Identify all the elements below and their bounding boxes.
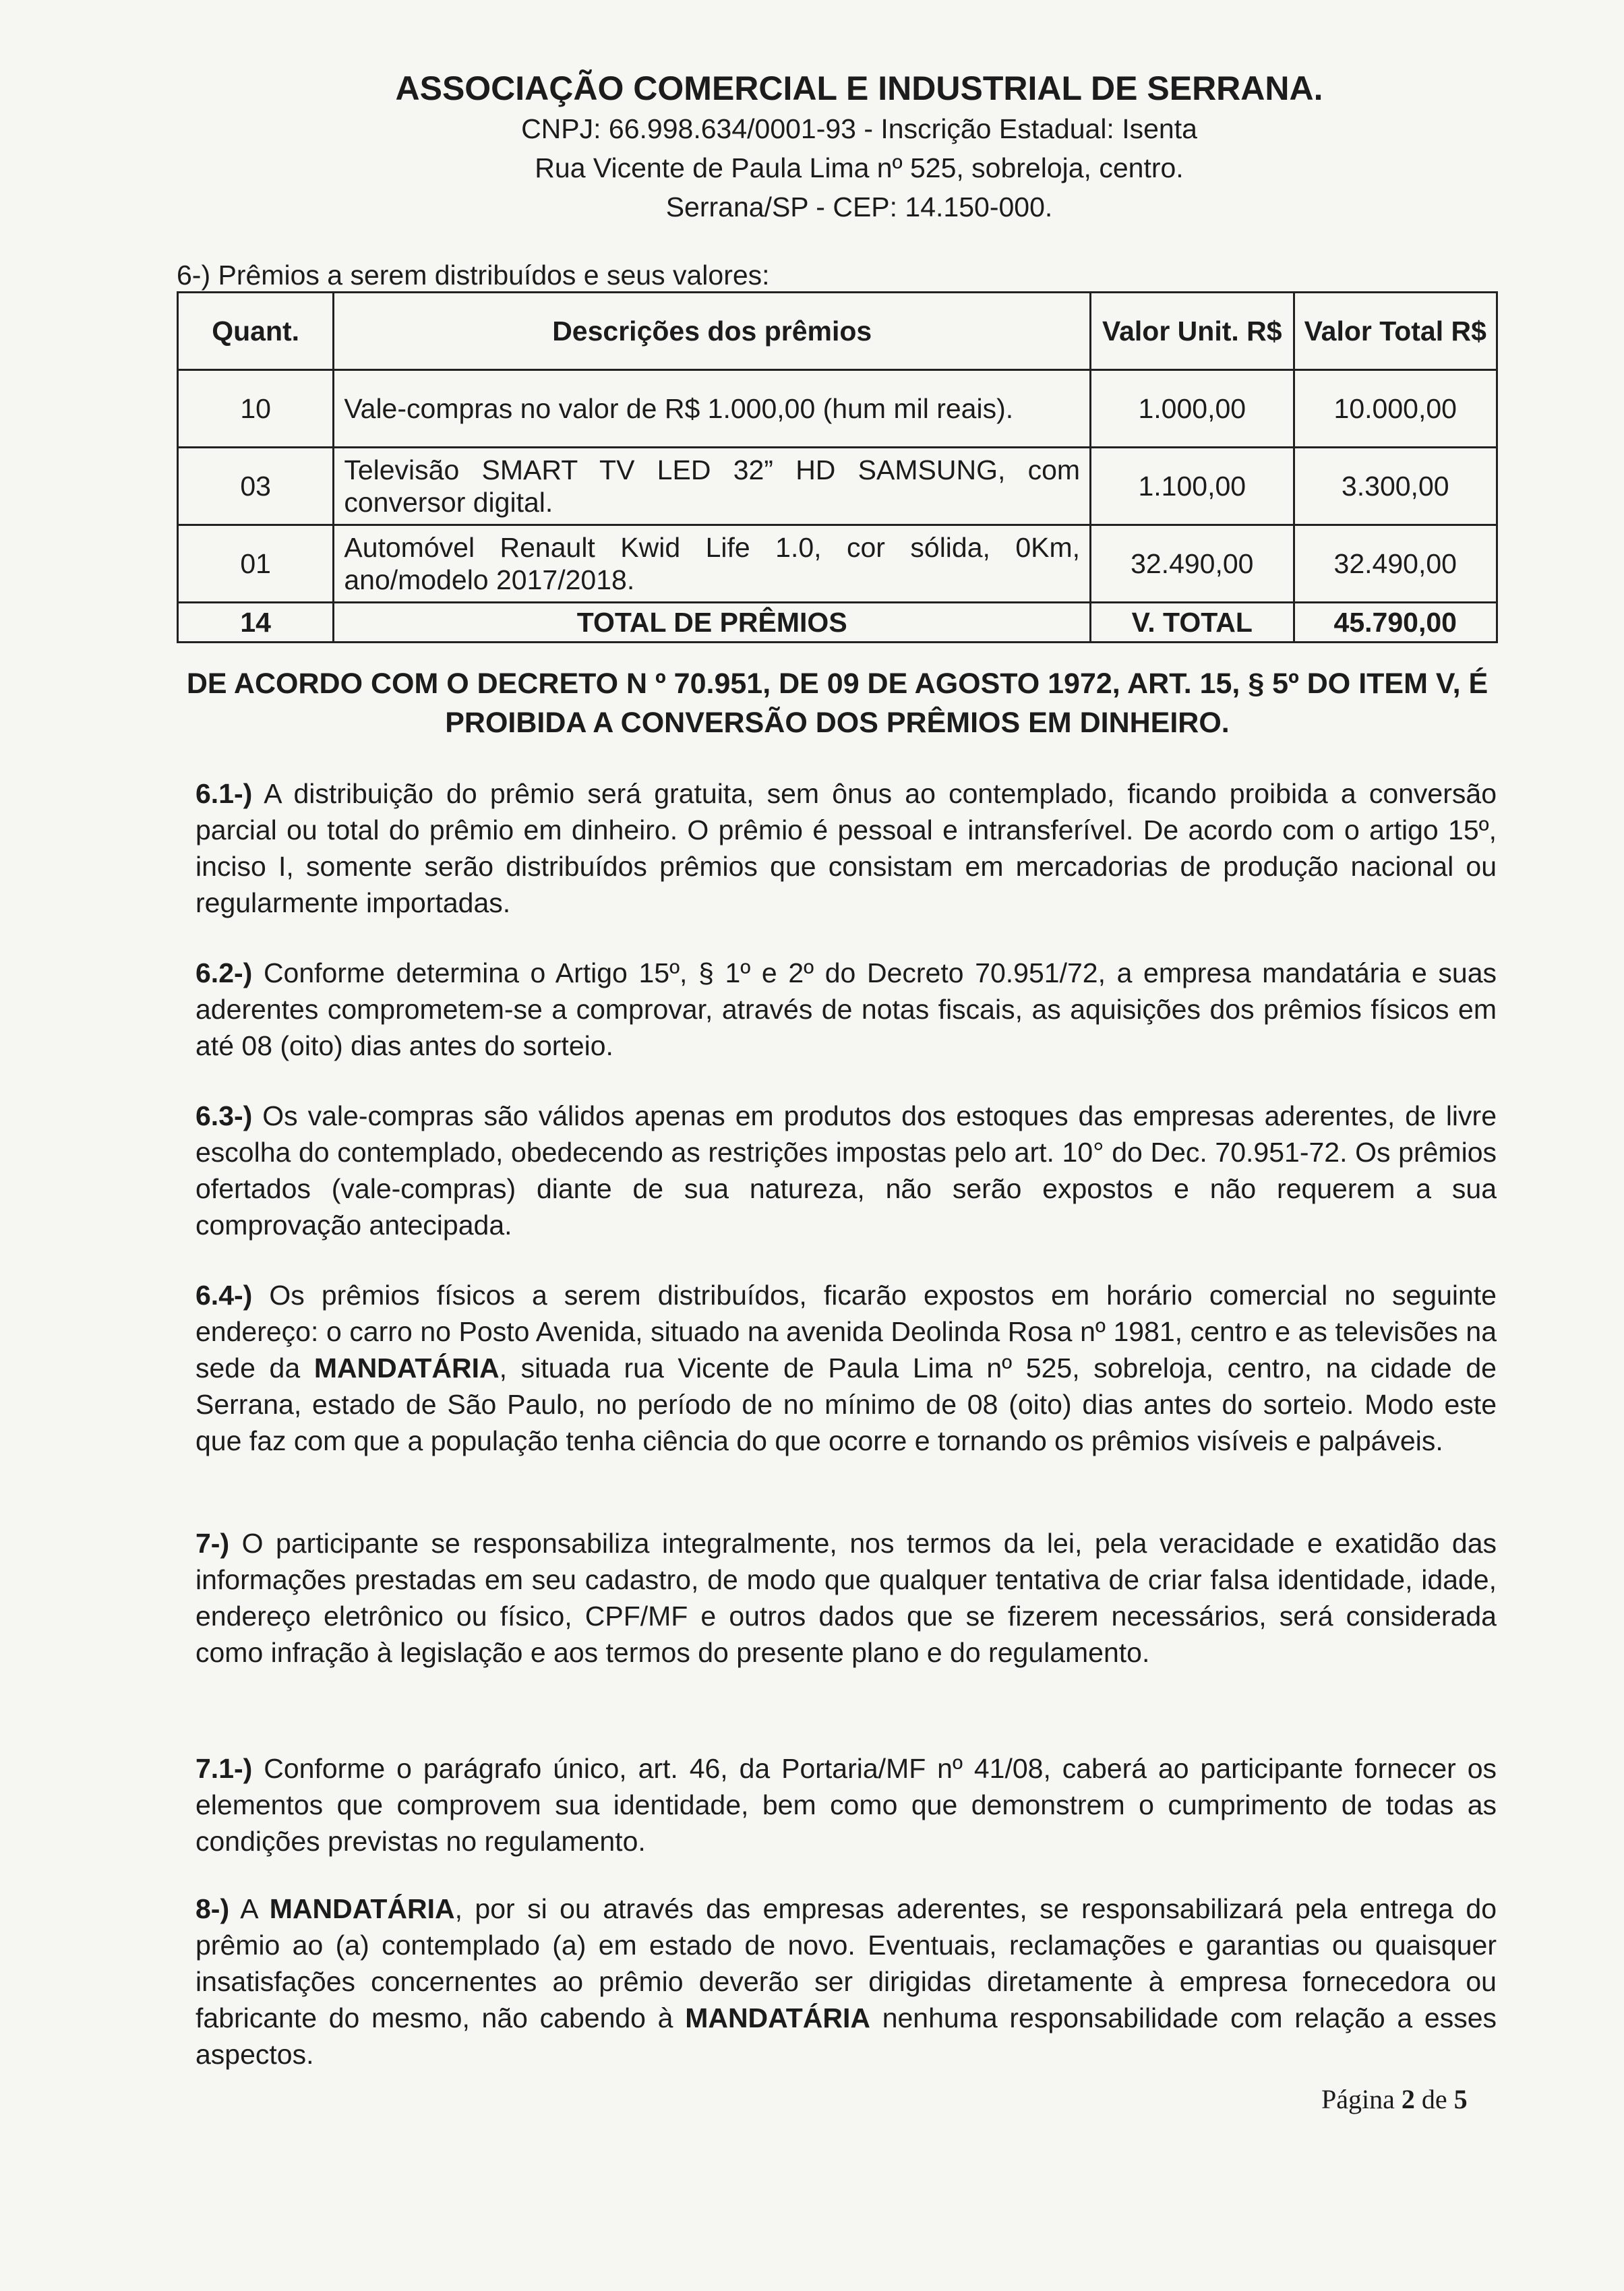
table-header-row bbox=[178, 293, 1497, 370]
header-total-value: Valor Total R$ bbox=[1294, 293, 1497, 370]
paragraph-number: 7-) bbox=[196, 1528, 230, 1559]
section-6-title: 6-) Prêmios a serem distribuídos e seus valores: bbox=[177, 260, 770, 291]
paragraph-number: 6.1-) bbox=[196, 778, 253, 809]
paragraph-6-2 bbox=[196, 955, 1497, 1064]
row-description: Automóvel Renault Kwid Life 1.0, cor sólida, 0Km, ano/modelo 2017/2018. bbox=[334, 525, 1091, 603]
address-line: Rua Vicente de Paula Lima nº 525, sobreloja, centro. bbox=[535, 152, 1184, 183]
paragraph-8 bbox=[196, 1891, 1497, 2073]
organization-name: ASSOCIAÇÃO COMERCIAL E INDUSTRIAL DE SERRANA. bbox=[395, 69, 1323, 107]
row-quantity: 01 bbox=[178, 525, 334, 603]
paragraph-text: Conforme o parágrafo único, art. 46, da Portaria/MF nº 41/08, caberá ao participante fornecer os elementos que comprovem sua identidade, bem como que demonstrem o cumprimento de todas as condições previstas no regulamento. bbox=[196, 1753, 1497, 1857]
row-description: Vale-compras no valor de R$ 1.000,00 (hum mil reais). bbox=[334, 370, 1091, 448]
paragraph-text: A bbox=[229, 1893, 270, 1924]
row-total-value: 32.490,00 bbox=[1294, 525, 1497, 603]
paragraph-7-1 bbox=[196, 1750, 1497, 1859]
decree-notice: DE ACORDO COM O DECRETO N º 70.951, DE 09 DE AGOSTO 1972, ART. 15, § 5º DO ITEM V, É PROIBIDA A CONVERSÃO DOS PRÊMIOS EM DINHEIRO. bbox=[186, 667, 1488, 739]
row-description: Televisão SMART TV LED 32” HD SAMSUNG, com conversor digital. bbox=[334, 448, 1091, 525]
table-row bbox=[178, 370, 1497, 448]
mandataria-bold: MANDATÁRIA bbox=[269, 1893, 455, 1924]
letterhead bbox=[0, 67, 1624, 227]
page-label: Página bbox=[1321, 2084, 1402, 2114]
row-quantity: 10 bbox=[178, 370, 334, 448]
total-label: TOTAL DE PRÊMIOS bbox=[334, 603, 1091, 643]
current-page: 2 bbox=[1401, 2084, 1415, 2114]
header-description: Descrições dos prêmios bbox=[334, 293, 1091, 370]
paragraph-text: nenhuma responsabilidade com relação a esses aspectos. bbox=[196, 2002, 1497, 2070]
row-quantity: 03 bbox=[178, 448, 334, 525]
paragraph-7 bbox=[196, 1525, 1497, 1671]
paragraph-number: 6.4-) bbox=[196, 1280, 253, 1311]
table-row bbox=[178, 448, 1497, 525]
cnpj-line: CNPJ: 66.998.634/0001-93 - Inscrição Estadual: Isenta bbox=[521, 113, 1197, 144]
prizes-table bbox=[177, 291, 1498, 643]
paragraph-text: A distribuição do prêmio será gratuita, sem ônus ao contemplado, ficando proibida a conversão parcial ou total do prêmio em dinheiro. O prêmio é pessoal e intransferível. De acordo com o artigo 15º, inciso I, somente serão distribuídos prêmios que consistam em mercadorias de produção nacional ou regularmente importadas. bbox=[196, 778, 1497, 918]
total-value-label: V. TOTAL bbox=[1091, 603, 1294, 643]
paragraph-text: Os vale-compras são válidos apenas em produtos dos estoques das empresas aderentes, de livre escolha do contemplado, obedecendo as restrições impostas pelo art. 10° do Dec. 70.951-72. Os prêmios ofertados (vale-compras) diante de sua natureza, não serão expostos e não requerem a sua comprovação antecipada. bbox=[196, 1100, 1497, 1241]
row-unit-value: 1.100,00 bbox=[1091, 448, 1294, 525]
row-unit-value: 32.490,00 bbox=[1091, 525, 1294, 603]
paragraph-text: Os prêmios físicos a serem distribuídos, ficarão expostos em horário comercial no seguinte endereço: o carro no Posto Avenida, situado na avenida Deolinda Rosa nº 1981, centro e as televisões na sede da bbox=[196, 1280, 1497, 1383]
row-total-value: 3.300,00 bbox=[1294, 448, 1497, 525]
mandataria-bold: MANDATÁRIA bbox=[313, 1352, 500, 1383]
total-quantity: 14 bbox=[178, 603, 334, 643]
page-number bbox=[1321, 2083, 1468, 2115]
paragraph-number: 6.3-) bbox=[196, 1100, 253, 1131]
page-separator: de bbox=[1414, 2084, 1454, 2114]
table-total-row bbox=[178, 603, 1497, 643]
city-line: Serrana/SP - CEP: 14.150-000. bbox=[665, 191, 1053, 222]
paragraph-number: 8-) bbox=[196, 1893, 230, 1924]
paragraph-text: Conforme determina o Artigo 15º, § 1º e 2º do Decreto 70.951/72, a empresa mandatária e suas aderentes comprometem-se a comprovar, através de notas fiscais, as aquisições dos prêmios físicos em até 08 (oito) dias antes do sorteio. bbox=[196, 957, 1497, 1061]
paragraph-text: , situada rua Vicente de Paula Lima nº 525, sobreloja, centro, na cidade de Serrana, estado de São Paulo, no período de no mínimo de 08 (oito) dias antes do sorteio. Modo este que faz com que a população tenha ciência do que ocorre e tornando os prêmios visíveis e palpáveis. bbox=[196, 1352, 1497, 1456]
paragraph-number: 6.2-) bbox=[196, 957, 253, 988]
paragraph-6-3 bbox=[196, 1098, 1497, 1243]
header-unit-value: Valor Unit. R$ bbox=[1091, 293, 1294, 370]
paragraph-6-1 bbox=[196, 775, 1497, 921]
row-unit-value: 1.000,00 bbox=[1091, 370, 1294, 448]
paragraph-text: , por si ou através das empresas aderentes, se responsabilizará pela entrega do prêmio ao (a) contemplado (a) em estado de novo. Eventuais, reclamações e garantias ou quaisquer insatisfações concernentes ao prêmio deverão ser dirigidas diretamente à empresa fornecedora ou fabricante do mesmo, não cabendo à bbox=[196, 1893, 1497, 2033]
paragraph-text: O participante se responsabiliza integralmente, nos termos da lei, pela veracidade e exatidão das informações prestadas em seu cadastro, de modo que qualquer tentativa de criar falsa identidade, idade, endereço eletrônico ou físico, CPF/MF e outros dados que se fizerem necessários, será considerada como infração à legislação e aos termos do presente plano e do regulamento. bbox=[196, 1528, 1497, 1668]
table-row bbox=[178, 525, 1497, 603]
total-value: 45.790,00 bbox=[1294, 603, 1497, 643]
header-quantity: Quant. bbox=[178, 293, 334, 370]
paragraph-6-4 bbox=[196, 1277, 1497, 1459]
total-pages: 5 bbox=[1453, 2084, 1468, 2114]
mandataria-bold: MANDATÁRIA bbox=[685, 2002, 870, 2033]
paragraph-number: 7.1-) bbox=[196, 1753, 253, 1784]
row-total-value: 10.000,00 bbox=[1294, 370, 1497, 448]
